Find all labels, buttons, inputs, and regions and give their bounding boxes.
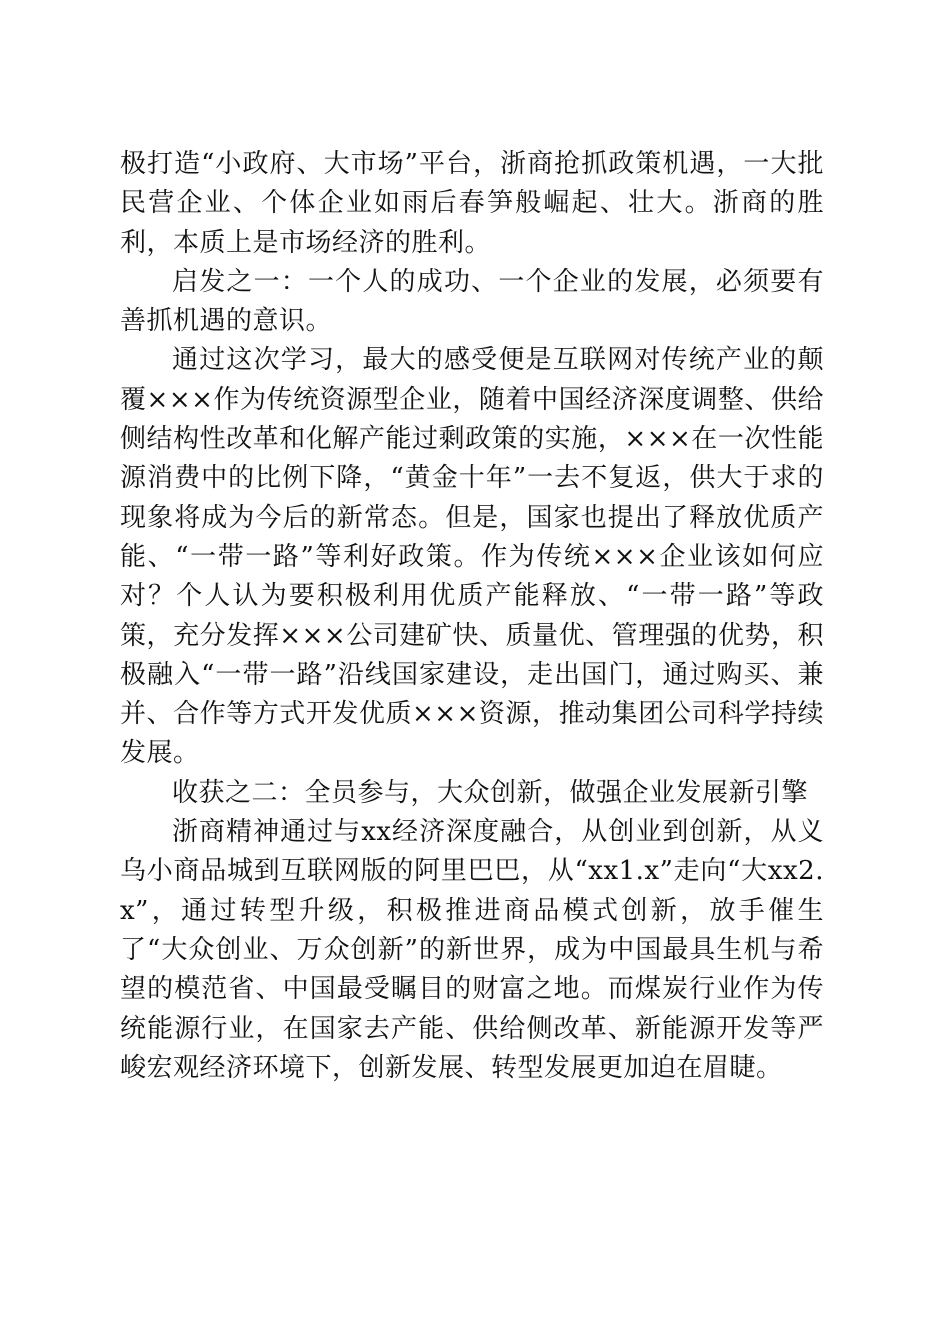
paragraph-inspiration-one: 启发之一：一个人的成功、一个企业的发展，必须要有善抓机遇的意识。 [120,266,824,337]
paragraph-study-reflection: 通过这次学习，最大的感受便是互联网对传统产业的颠覆×××作为传统资源型企业，随着中国经济深度调整、供给侧结构性改革和化解产能过剩政策的实施，×××在一次性能源消费中的比例下降，“黄金十年”一去不复返，供大于求的现象将成为今后的新常态。但是，国家也提出了释放优质产能、“一带一路”等利好政策。作为传统×××企业该如何应对？个人认为要积极利用优质产能释放、“一带一路”等政策，充分发挥×××公司建矿快、质量优、管理强的优势，积极融入“一带一路”沿线国家建设，走出国门，通过购买、兼并、合作等方式开发优质×××资源，推动集团公司科学持续发展。 [120,345,824,769]
document-body [120,145,824,1088]
paragraph-zhejiang-spirit: 浙商精神通过与xx经济深度融合，从创业到创新，从义乌小商品城到互联网版的阿里巴巴，从“xx1.x”走向“大xx2.x”，通过转型升级，积极推进商品模式创新，放手催生了“大众创业、万众创新”的新世界，成为中国最具生机与希望的模范省、中国最受瞩目的财富之地。而煤炭行业作为传统能源行业，在国家去产能、供给侧改革、新能源开发等严峻宏观经济环境下，创新发展、转型发展更加迫在眉睫。 [120,817,824,1083]
paragraph-harvest-two: 收获之二：全员参与，大众创新，做强企业发展新引擎 [172,777,809,808]
paragraph-continuation: 极打造“小政府、大市场”平台，浙商抢抓政策机遇，一大批民营企业、个体企业如雨后春笋般崛起、壮大。浙商的胜利，本质上是市场经济的胜利。 [120,149,824,258]
